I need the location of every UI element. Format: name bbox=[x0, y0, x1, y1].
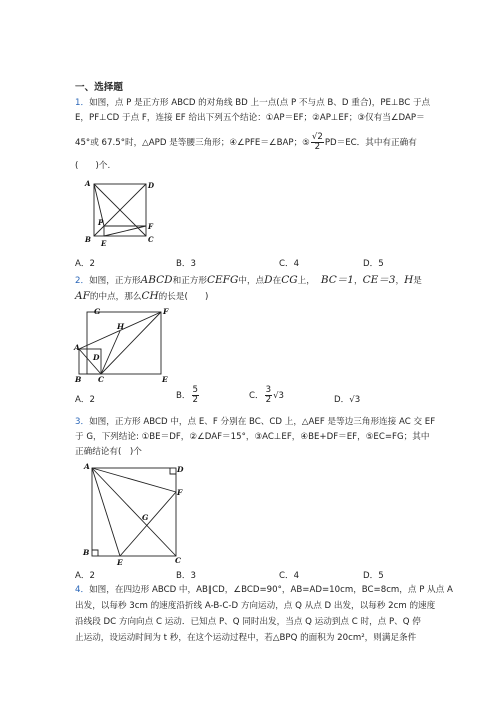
q3-figure bbox=[80, 462, 190, 566]
q4-number: 4． bbox=[75, 585, 90, 595]
section-title: 一、选择题 bbox=[75, 82, 123, 93]
q3-line2: 于 G，下列结论: ①BE＝DF，②∠DAF＝15°，③AC⊥EF，④BE+DF＝EF，⑤EC=FG；其中 bbox=[75, 432, 430, 442]
q1-line1: 1．如图，点 P 是正方形 ABCD 的对角线 BD 上一点(点 P 不与点 B、D 重合)，PE⊥BC 于点 bbox=[75, 98, 431, 108]
q1-label-b: B bbox=[85, 235, 91, 244]
q2-label-h: H bbox=[117, 322, 125, 331]
q3-number: 3． bbox=[75, 417, 90, 427]
q2-label-c: C bbox=[98, 375, 104, 384]
q2-option-a[interactable]: A．2 bbox=[75, 395, 95, 405]
q2-segment-cf bbox=[101, 312, 161, 374]
q1-option-d[interactable]: D．5 bbox=[363, 259, 384, 269]
q3-line3: 正确结论有( )个 bbox=[75, 447, 142, 457]
q3-right-angle-b bbox=[92, 550, 98, 556]
q3-label-b: B bbox=[83, 548, 90, 557]
q1-label-a: A bbox=[85, 179, 91, 188]
q3-segment-ae bbox=[92, 468, 120, 556]
q1-number: 1． bbox=[75, 98, 90, 108]
q1-label-d: D bbox=[148, 181, 155, 190]
q3-line1: 3．如图，正方形 ABCD 中，点 E、F 分别在 BC、CD 上，△AEF 是等边三角形连接 AC 交 EF bbox=[75, 417, 436, 427]
q1-line2: E，PF⊥CD 于点 F，连接 EF 给出下列五个结论：①AP＝EF；②AP⊥EF；③仅有当∠DAP＝ bbox=[75, 113, 425, 123]
q1-figure bbox=[82, 180, 162, 250]
q3-label-c: C bbox=[175, 556, 181, 565]
q2-label-g: G bbox=[94, 307, 101, 316]
q3-label-d: D bbox=[177, 465, 184, 474]
q3-diagonal-ac bbox=[92, 468, 176, 556]
q1-option-b[interactable]: B．3 bbox=[176, 259, 196, 269]
q2-option-c[interactable]: C． $\frac{3}{2}$ √3 bbox=[249, 385, 285, 405]
q1-label-e: E bbox=[101, 239, 107, 248]
q3-segment-af bbox=[92, 468, 176, 492]
q1-line3: 45°或 67.5°时，△APD 是等腰三角形；④∠PFE＝∠BAP；⑤ $\frac{√2}{2}$ PD＝EC．其中有正确有 bbox=[75, 132, 417, 152]
q2-label-d: D bbox=[93, 353, 100, 362]
q2-line2: AF的中点，那么CH的长是( ) bbox=[75, 290, 209, 302]
q3-option-b[interactable]: B．3 bbox=[176, 571, 196, 581]
q4-line3: 沿线段 DC 方向向点 C 运动．已知点 P、Q 同时出发，当点 Q 运动到点 C 时，点 P、Q 停 bbox=[75, 617, 421, 627]
q1-option-a[interactable]: A．2 bbox=[75, 259, 95, 269]
q1-line4: ( )个. bbox=[75, 161, 111, 171]
q2-number: 2． bbox=[75, 276, 90, 286]
q3-option-c[interactable]: C．4 bbox=[279, 571, 300, 581]
q4-line4: 止运动，设运动时间为 t 秒，在这个运动过程中，若△BPQ 的面积为 20cm²，则满足条件 bbox=[75, 633, 417, 643]
q2-label-b: B bbox=[75, 375, 82, 384]
q1-label-p: P bbox=[98, 218, 104, 227]
q1-fraction: $\frac{√2}{2}$ bbox=[311, 132, 323, 152]
q1-label-c: C bbox=[148, 235, 154, 244]
q3-label-g: G bbox=[142, 513, 149, 522]
q3-segment-ef bbox=[120, 492, 176, 556]
q3-label-e: E bbox=[117, 558, 123, 567]
q4-line1: 4．如图，在四边形 ABCD 中，AB∥CD，∠BCD=90°，AB=AD=10cm，BC=8cm，点 P 从点 A bbox=[75, 585, 453, 595]
q2-label-a: A bbox=[74, 343, 80, 352]
q2-option-b[interactable]: B． $\frac{5}{2}$ bbox=[176, 385, 198, 405]
q2-figure bbox=[74, 303, 178, 385]
q3-label-a: A bbox=[84, 462, 90, 471]
q1-label-f: F bbox=[148, 222, 153, 231]
q3-option-a[interactable]: A．2 bbox=[75, 571, 95, 581]
q3-right-angle-d bbox=[170, 468, 176, 474]
q2-label-f: F bbox=[163, 307, 169, 316]
q2-option-d[interactable]: D．√3 bbox=[334, 395, 361, 405]
q4-line2: 出发，以每秒 3cm 的速度沿折线 A-B-C-D 方向运动，点 Q 从点 D 出发，以每秒 2cm 的速度 bbox=[75, 601, 436, 611]
q2-label-e: E bbox=[162, 375, 168, 384]
q2-line1: 2．如图，正方形ABCD和正方形CEFG中，点D在CG上， BC＝1，CE＝3，H是 bbox=[75, 274, 422, 286]
q3-label-f: F bbox=[177, 488, 183, 497]
q1-option-c[interactable]: C．4 bbox=[279, 259, 300, 269]
q1-segment-ef bbox=[104, 226, 146, 236]
q3-option-d[interactable]: D．5 bbox=[363, 571, 384, 581]
